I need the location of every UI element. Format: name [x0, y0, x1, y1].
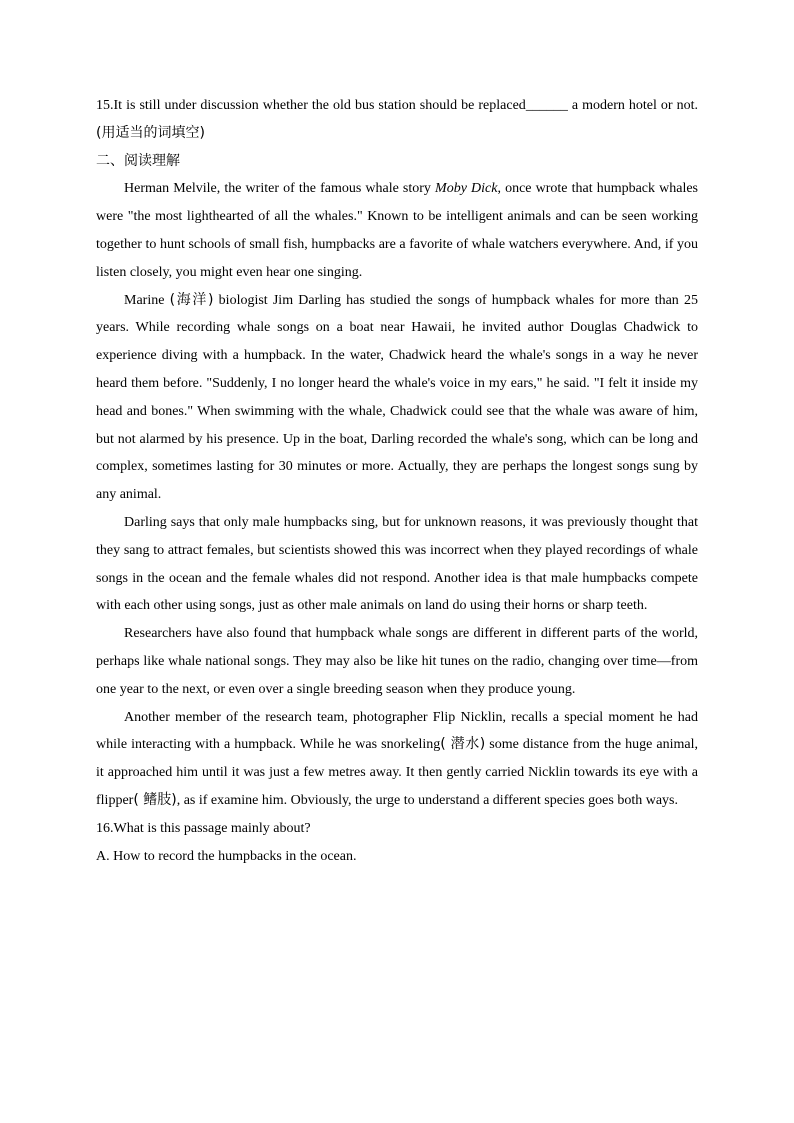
question-15-text: 15.It is still under discussion whether the old bus station should be replaced — [96, 98, 526, 113]
paragraph-5-text-c: , as if examine him. Obviously, the urge to understand a different species goes both ways. — [176, 792, 678, 808]
paragraph-2-gloss: (海洋) — [169, 291, 214, 308]
passage-paragraph-4: Researchers have also found that humpback whale songs are different in different parts of the world, perhaps like whale national songs. They may also be like hit tunes on the radio, changing over time—from one year to the next, or even over a single breeding season when they produce young. — [96, 626, 698, 697]
paragraph-5-gloss-1: ( 潜水) — [440, 736, 486, 753]
paragraph-5-text-a: Another member of the research team, photographer Flip Nicklin, recalls a special moment he had while interacting with a humpback. While he was snorkeling — [96, 709, 698, 753]
paragraph-2-text-a: Marine — [124, 292, 170, 308]
paragraph-5-text-b: some distance from the huge animal, it approached him until it was just a few metres away. It then gently carried Nicklin towards its eye with a flipper — [96, 737, 698, 808]
document-content — [96, 92, 698, 870]
question-15-instruction: (用适当的词填空) — [96, 124, 205, 141]
passage-paragraph-3: Darling says that only male humpbacks sing, but for unknown reasons, it was previously thought that they sang to attract females, but scientists showed this was incorrect when they played recordings of whale songs in the ocean and the female whales did not respond. Another idea is that male humpbacks compete with each other using songs, just as other male animals on land do using their horns or sharp teeth. — [96, 514, 698, 614]
passage-paragraph-5 — [96, 704, 698, 815]
section-heading-reading: 二、阅读理解 — [96, 152, 180, 169]
paragraph-5-gloss-2: ( 鳍肢) — [133, 791, 177, 808]
paragraph-2-text-b: biologist Jim Darling has studied the songs of humpback whales for more than 25 years. While recording whale songs on a boat near Hawaii, he invited author Douglas Chadwick to experience diving with a humpback. In the water, Chadwick heard the whale's songs in a way he never heard them before. "Suddenly, I no longer heard the whale's voice in my ears," he said. "I felt it inside my head and bones." When swimming with the whale, Chadwick could see that the whale was aware of him, but not alarmed by his presence. Up in the boat, Darling recorded the whale's song, which can be long and complex, sometimes lasting for 30 minutes or more. Actually, they are perhaps the longest songs sung by any animal. — [96, 292, 698, 503]
book-title: Moby Dick — [435, 181, 498, 197]
question-15 — [96, 92, 698, 148]
question-15-blank: ______ — [525, 98, 568, 113]
passage-paragraph-2 — [96, 287, 698, 509]
passage-paragraph-1 — [96, 175, 698, 286]
question-15-text-end: a modern hotel or not. — [567, 98, 698, 113]
paragraph-1-text-a: Herman Melvile, the writer of the famous whale story — [124, 181, 436, 197]
paragraph-1-text-b: , once wrote that humpback whales were "the most lighthearted of all the whales." Known to be intelligent animals and can be seen working together to hunt schools of small fish, humpbacks are a favorite of whale watchers everywhere. And, if you listen closely, you might even hear one singing. — [96, 181, 698, 280]
question-16: 16.What is this passage mainly about? — [96, 820, 311, 836]
question-16-option-a: A. How to record the humpbacks in the ocean. — [96, 848, 357, 864]
